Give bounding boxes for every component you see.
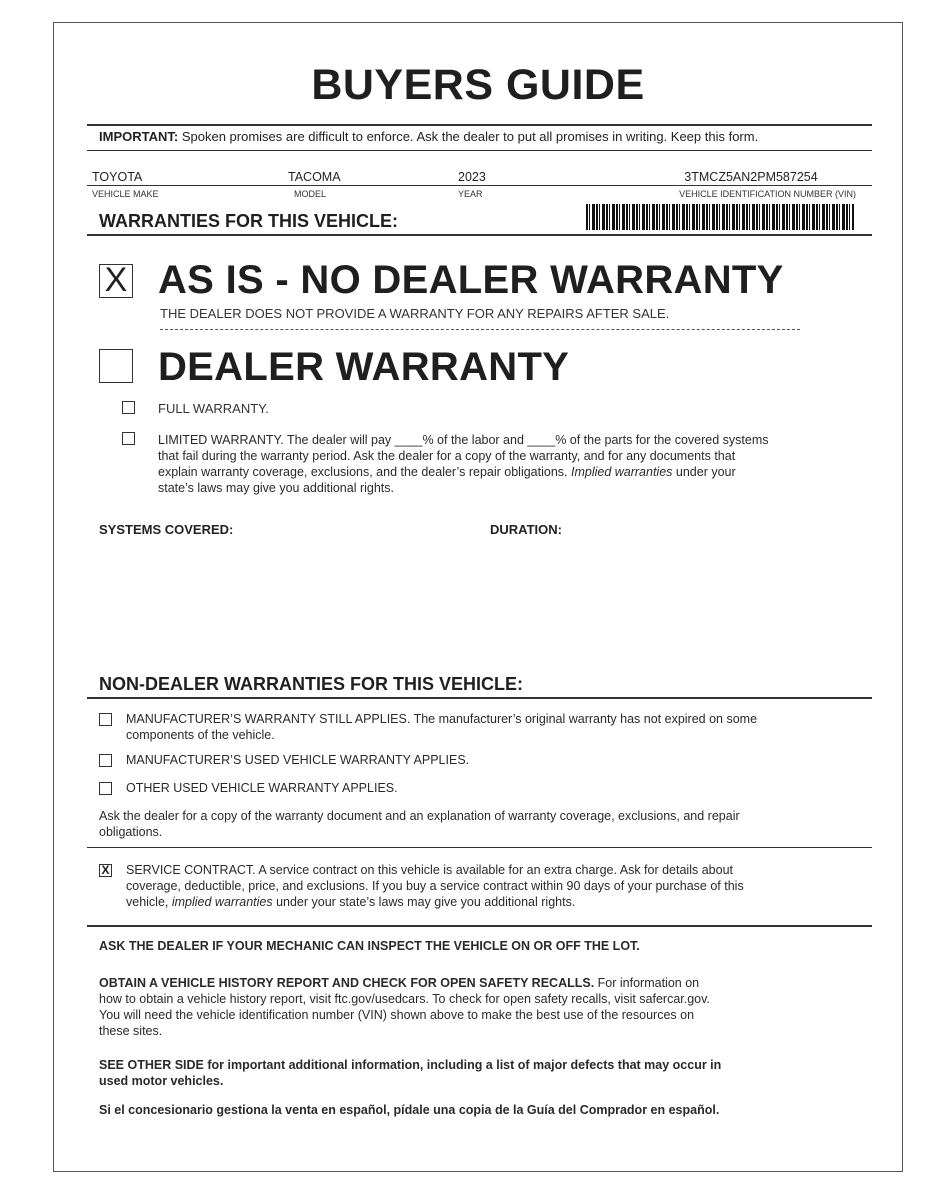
warranties-heading: WARRANTIES FOR THIS VEHICLE:: [99, 211, 399, 231]
implied-warranties-italic: Implied warranties: [570, 465, 673, 479]
service-line: coverage, deductible, price, and exclusions. If you buy a service contract within 90 days of your purchase of this: [126, 879, 744, 893]
manufacturer-used-checkbox[interactable]: [99, 754, 112, 767]
limited-line: that fail during the warranty period. Ask the dealer for a copy of the warranty, and for any documents that: [158, 449, 736, 463]
full-warranty-label: FULL WARRANTY.: [158, 401, 269, 416]
buyers-guide-form: [53, 22, 903, 1172]
vehicle-make: TOYOTA: [92, 170, 143, 184]
limited-line: LIMITED WARRANTY. The dealer will pay ____% of the labor and ____% of the parts for the covered systems: [158, 433, 769, 447]
as-is-checkbox[interactable]: X: [99, 264, 133, 298]
vin-barcode: [586, 204, 854, 230]
implied-warranties-italic: implied warranties: [171, 895, 273, 909]
divider: [87, 150, 872, 151]
duration-label: DURATION:: [490, 522, 562, 537]
service-text: under your state’s laws may give you additional rights.: [272, 895, 576, 909]
ask-dealer-text: [99, 808, 879, 840]
divider: [87, 234, 872, 236]
limited-text: under your: [672, 465, 736, 479]
service-line: [126, 894, 896, 910]
other-used-checkbox[interactable]: [99, 782, 112, 795]
manufacturer-warranty-text: [126, 711, 886, 743]
manufacturer-used-label: MANUFACTURER’S USED VEHICLE WARRANTY APPLIES.: [126, 753, 470, 767]
dealer-warranty-checkbox[interactable]: [99, 349, 133, 383]
service-contract-text: [126, 862, 896, 910]
history-line: You will need the vehicle identification number (VIN) shown above to make the best use of the resources on: [99, 1008, 695, 1022]
dealer-warranty-title: DEALER WARRANTY: [158, 345, 570, 389]
inspect-notice: ASK THE DEALER IF YOUR MECHANIC CAN INSPECT THE VEHICLE ON OR OFF THE LOT.: [99, 939, 640, 953]
history-line: these sites.: [99, 1024, 163, 1038]
systems-covered-label: SYSTEMS COVERED:: [99, 522, 234, 537]
mfr-line: components of the vehicle.: [126, 728, 275, 742]
form-title: BUYERS GUIDE: [311, 61, 645, 109]
vehicle-make-label: VEHICLE MAKE: [92, 189, 159, 199]
other-side-line: used motor vehicles.: [99, 1074, 224, 1088]
history-line: how to obtain a vehicle history report, visit ftc.gov/usedcars. To check for open safety recalls, visit safercar.gov.: [99, 992, 710, 1006]
important-label: IMPORTANT:: [99, 129, 179, 144]
full-warranty-checkbox[interactable]: [122, 401, 135, 414]
history-text: For information on: [594, 976, 700, 990]
history-report-text: [99, 975, 869, 1039]
ask-line: Ask the dealer for a copy of the warranty document and an explanation of warranty coverage, exclusions, and repair: [99, 809, 740, 823]
limited-line: [158, 464, 878, 480]
mfr-line: MANUFACTURER’S WARRANTY STILL APPLIES. The manufacturer’s original warranty has not expired on some: [126, 712, 758, 726]
vehicle-year-label: YEAR: [458, 189, 483, 199]
important-text: Spoken promises are difficult to enforce. Ask the dealer to put all promises in writing. Keep this form.: [181, 129, 759, 144]
vehicle-model-label: MODEL: [294, 189, 327, 199]
limited-line: state’s laws may give you additional rights.: [158, 481, 394, 495]
important-notice: [99, 129, 758, 144]
vehicle-year: 2023: [458, 170, 486, 184]
as-is-subtitle: THE DEALER DOES NOT PROVIDE A WARRANTY FOR ANY REPAIRS AFTER SALE.: [160, 306, 670, 321]
divider: [87, 925, 872, 927]
other-side-line: SEE OTHER SIDE for important additional information, including a list of major defects that may occur in: [99, 1058, 722, 1072]
history-heading: OBTAIN A VEHICLE HISTORY REPORT AND CHECK FOR OPEN SAFETY RECALLS.: [99, 976, 595, 990]
other-used-label: OTHER USED VEHICLE WARRANTY APPLIES.: [126, 781, 398, 795]
manufacturer-warranty-checkbox[interactable]: [99, 713, 112, 726]
vehicle-line: [87, 185, 872, 186]
ask-line: obligations.: [99, 825, 163, 839]
vehicle-vin: 3TMCZ5AN2PM587254: [684, 170, 818, 184]
history-line: [99, 975, 869, 991]
service-line: SERVICE CONTRACT. A service contract on this vehicle is available for an extra charge. Ask for details about: [126, 863, 733, 877]
limited-text: explain warranty coverage, exclusions, and the dealer’s repair obligations.: [158, 465, 571, 479]
as-is-title: AS IS - NO DEALER WARRANTY: [158, 258, 784, 302]
vehicle-model: TACOMA: [288, 170, 341, 184]
non-dealer-heading: NON-DEALER WARRANTIES FOR THIS VEHICLE:: [99, 674, 524, 694]
dashed-separator: [160, 329, 800, 330]
other-side-notice: [99, 1057, 889, 1089]
divider: [87, 124, 872, 126]
divider: [87, 697, 872, 699]
divider: [87, 847, 872, 848]
spanish-notice: Si el concesionario gestiona la venta en español, pídale una copia de la Guía del Comprador en español.: [99, 1103, 720, 1117]
limited-warranty-text: [158, 432, 878, 496]
limited-warranty-checkbox[interactable]: [122, 432, 135, 445]
vin-label: VEHICLE IDENTIFICATION NUMBER (VIN): [679, 189, 856, 199]
service-contract-checkbox[interactable]: X: [99, 864, 112, 877]
service-text: vehicle,: [126, 895, 172, 909]
